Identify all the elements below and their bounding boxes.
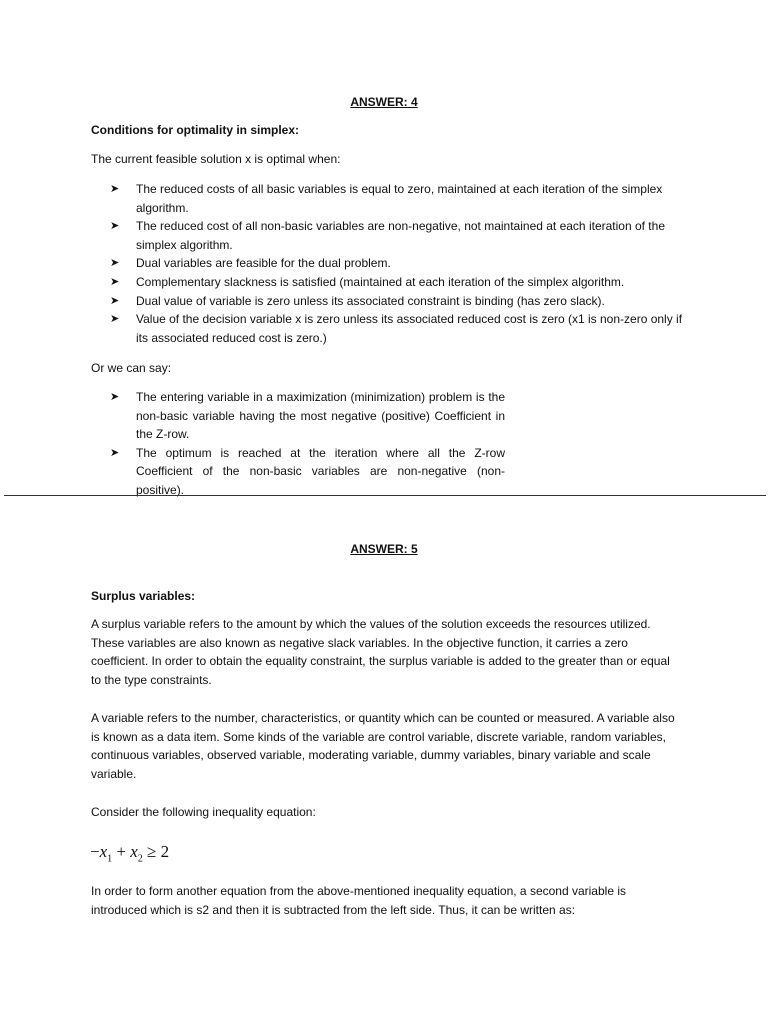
variable-x2: x: [130, 842, 138, 861]
answer-5-heading: ANSWER: 5: [350, 542, 418, 556]
surplus-paragraph: A surplus variable refers to the amount by which the values of the solution exceeds the resources utilized. These variables are also known as negative slack variables. In the objective function, it carries a zero coefficient. In order to obtain the equality constraint, the surplus variable is added to the greater than or equal to the type constraints.: [91, 617, 670, 687]
introduction-paragraph: In order to form another equation from the above-mentioned inequality equation, a second variable is introduced which is s2 and then it is subtracted from the left side. Thus, it can be written as:: [91, 884, 626, 917]
list-item: [110, 444, 505, 500]
list-item: [110, 388, 505, 444]
relation-rhs: ≥ 2: [142, 842, 170, 861]
list-item-text: The reduced cost of all non-basic variables are non-negative, not maintained at each iteration of the simplex algorithm.: [136, 219, 665, 252]
or-we-can-say: Or we can say:: [91, 361, 172, 375]
arrow-bullet-icon: ➤: [110, 183, 120, 195]
list-item-text: The reduced costs of all basic variables is equal to zero, maintained at each iteration of the simplex algorithm.: [136, 182, 663, 215]
section-divider: [4, 495, 766, 496]
answer-4-heading: ANSWER: 4: [350, 95, 418, 109]
arrow-bullet-icon: ➤: [110, 294, 120, 307]
arrow-bullet-icon: ➤: [110, 391, 120, 403]
subscript-1: 1: [107, 853, 113, 865]
arrow-bullet-icon: ➤: [110, 313, 120, 326]
list-item: [110, 292, 685, 311]
list-item: [110, 217, 685, 254]
list-item-text: Dual variables are feasible for the dual problem.: [136, 256, 391, 271]
list-item-text: Dual value of variable is zero unless its associated constraint is binding (has zero slack).: [136, 293, 605, 308]
arrow-bullet-icon: ➤: [110, 257, 120, 270]
plus-sign: +: [112, 842, 131, 861]
list-item-text: Value of the decision variable x is zero unless its associated reduced cost is zero (x1 is non-zero only if its associated reduced cost is zero.): [136, 312, 683, 345]
minus-sign: −: [90, 842, 100, 861]
list-item: [110, 310, 685, 347]
consider-text: Consider the following inequality equation:: [91, 805, 316, 819]
list-item: [110, 273, 685, 292]
arrow-bullet-icon: ➤: [110, 220, 120, 233]
inequality-formula: [90, 840, 169, 871]
answer-4-title: Conditions for optimality in simplex:: [91, 123, 300, 137]
answer-4-intro: The current feasible solution x is optimal when:: [91, 152, 341, 166]
arrow-bullet-icon: ➤: [110, 275, 120, 288]
entering-variable-list: [110, 388, 505, 500]
list-item-text: Complementary slackness is satisfied (maintained at each iteration of the simplex algorithm.: [136, 274, 625, 289]
list-item-text: The optimum is reached at the iteration where all the Z-row Coefficient of the non-basic variables are non-negative (non-positive).: [136, 445, 505, 497]
list-item-text: The entering variable in a maximization (minimization) problem is the non-basic variable having the most negative (positive) Coefficient in the Z-row.: [136, 390, 505, 442]
list-item: [110, 254, 685, 273]
arrow-bullet-icon: ➤: [110, 446, 120, 459]
answer-5-title: Surplus variables:: [91, 589, 196, 603]
variable-x1: x: [99, 842, 108, 861]
variable-paragraph: A variable refers to the number, characteristics, or quantity which can be counted or measured. A variable also is known as a data item. Some kinds of the variable are control variable, discrete variable, random variables, continuous variables, observed variable, moderating variable, dummy variables, binary variable and scale variable.: [91, 711, 675, 781]
optimality-conditions-list: [110, 180, 685, 347]
list-item: [110, 180, 685, 217]
subscript-2: 2: [137, 853, 143, 865]
